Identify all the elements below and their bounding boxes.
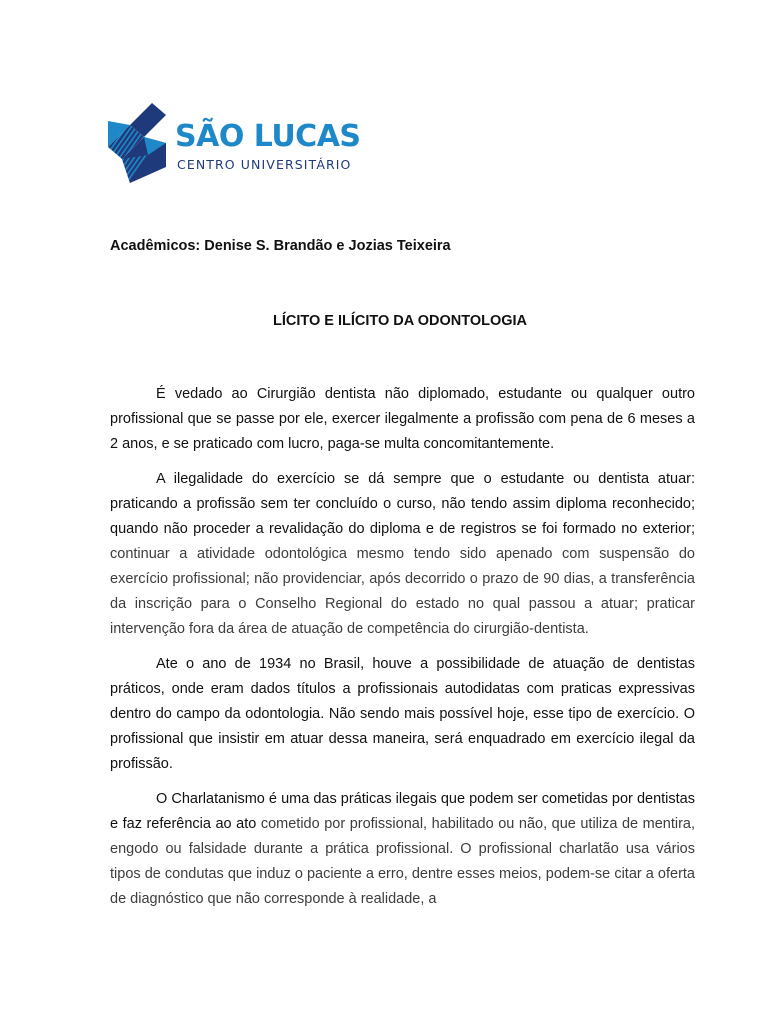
document-title: LÍCITO E ILÍCITO DA ODONTOLOGIA [272, 313, 528, 329]
paragraph-3-text: Ate o ano de 1934 no Brasil, houve a possibilidade de atuação de dentistas práticos, onde eram dados títulos a profissionais autodidatas com praticas expressivas dentro do campo da odontologia. Não sendo mais possível hoje, esse tipo de exercício. O profissional que insistir em atuar dessa maneira, será enquadrado em exercício ilegal da profissão. [110, 656, 695, 772]
paragraph-4 [110, 787, 695, 912]
paragraph-4-text: O Charlatanismo é uma das práticas ilegais que podem ser cometidas por dentistas e faz referência ao ato [110, 791, 695, 832]
paragraph-1 [110, 382, 695, 457]
paragraph-3 [110, 652, 695, 777]
sao-lucas-logo [108, 103, 368, 183]
logo-subtitle: CENTRO UNIVERSITÁRIO [177, 157, 352, 172]
paragraph-1-text: É vedado ao Cirurgião dentista não diplomado, estudante ou qualquer outro profissional que se passe por ele, exercer ilegalmente a profissão com pena de 6 meses a 2 anos, e se praticado com lucro, paga-se multa concomitantemente. [110, 386, 695, 452]
paragraph-2-text-continued: continuar a atividade odontológica mesmo tendo sido apenado com suspensão do exercício profissional; não providenciar, após decorrido o prazo de 90 dias, a transferência da inscrição para o Conselho Regional do estado no qual passou a atuar; praticar intervenção fora da área de atuação de competência do cirurgião-dentista. [110, 546, 695, 637]
logo-name: SÃO LUCAS [175, 119, 361, 154]
paragraph-2 [110, 467, 695, 642]
paragraph-2-text: A ilegalidade do exercício se dá sempre que o estudante ou dentista atuar: praticando a profissão sem ter concluído o curso, não tendo assim diploma reconhecido; quando não proceder a revalidação do diploma e de registros se foi formado no exterior; [110, 471, 695, 537]
sao-lucas-logo-mark [108, 103, 166, 183]
document-body [110, 382, 695, 922]
academics-line: Acadêmicos: Denise S. Brandão e Jozias Teixeira [110, 238, 451, 254]
paragraph-4-text-continued: cometido por profissional, habilitado ou não, que utiliza de mentira, engodo ou falsidade durante a prática profissional. O profissional charlatão usa vários tipos de condutas que induz o paciente a erro, dentre esses meios, podem-se citar a oferta de diagnóstico que não corresponde à realidade, a [110, 816, 695, 907]
